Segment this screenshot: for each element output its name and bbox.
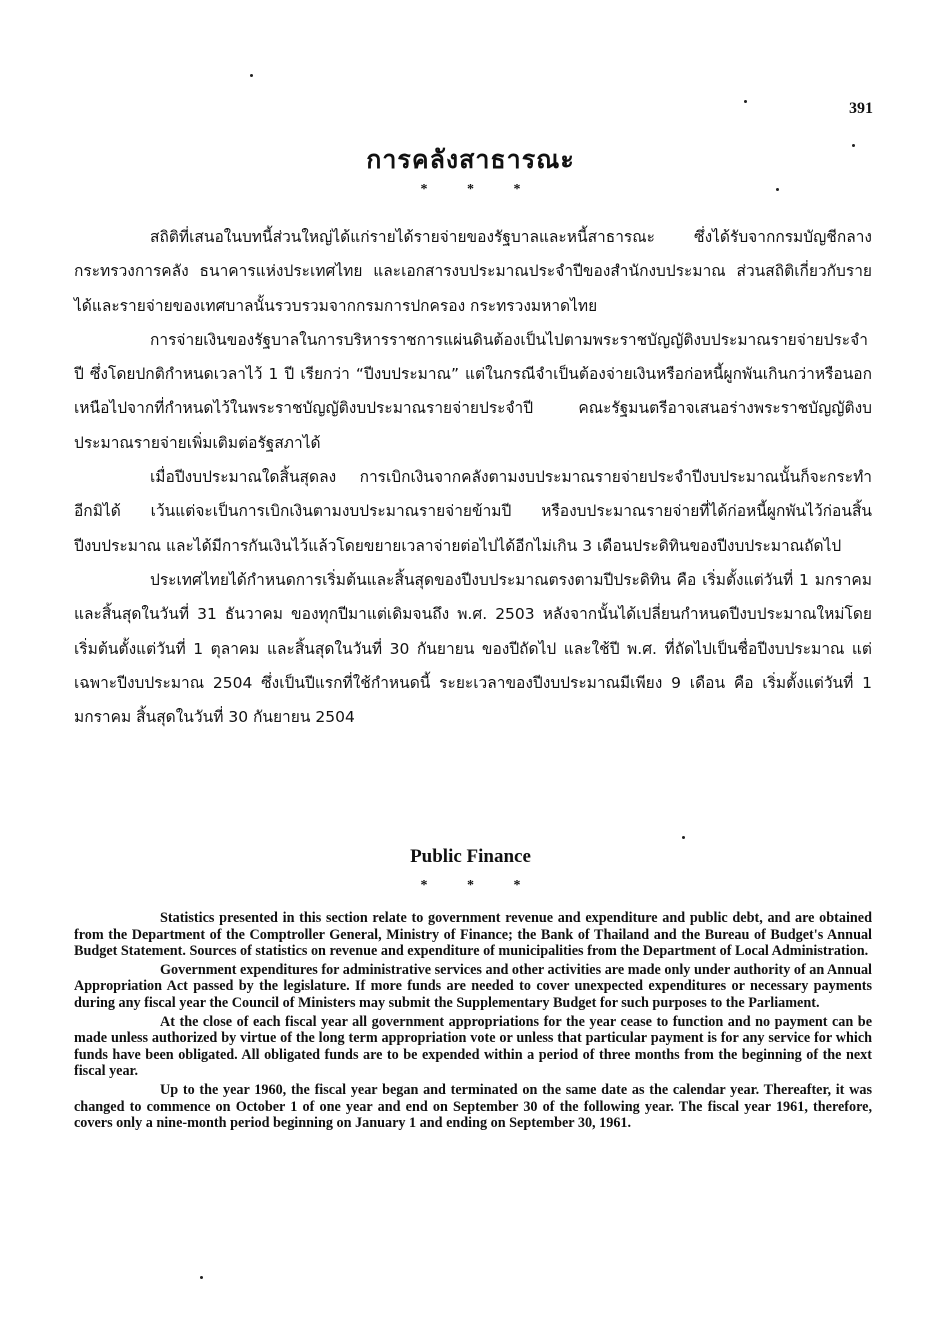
scan-speck [200, 1276, 203, 1279]
english-section-separator: * * * [420, 878, 521, 893]
page-number: 391 [849, 100, 873, 117]
thai-section-body [74, 220, 872, 734]
scan-speck [776, 188, 779, 191]
english-section-body [74, 910, 872, 1134]
english-paragraph-4: Up to the year 1960, the fiscal year began and terminated on the same date as the calendar year. Thereafter, it was changed to commence on October 1 of one year and end on September 30 of the following year. The fiscal year 1961, therefore, covers only a nine-month period beginning on January 1 and ending on September 30, 1961. [74, 1081, 872, 1132]
thai-paragraph-2: การจ่ายเงินของรัฐบาลในการบริหารราชการแผ่นดินต้องเป็นไปตามพระราชบัญญัติงบประมาณรายจ่ายประจำปี ซึ่งโดยปกติกำหนดเวลาไว้ 1 ปี เรียกว่า “ปีงบประมาณ” แต่ในกรณีจำเป็นต้องจ่ายเงินหรือก่อหนี้ผูกพันเกินกว่าหรือนอกเหนือไปจากที่กำหนดไว้ในพระราชบัญญัติงบประมาณรายจ่ายประจำปี คณะรัฐมนตรีอาจเสนอร่างพระราชบัญญัติงบประมาณรายจ่ายเพิ่มเติมต่อรัฐสภาได้ [74, 330, 872, 452]
scan-speck [852, 144, 855, 147]
thai-section-separator: * * * [420, 182, 521, 197]
english-section-title: Public Finance [410, 846, 531, 867]
thai-paragraph-3: เมื่อปีงบประมาณใดสิ้นสุดลง การเบิกเงินจากคลังตามงบประมาณรายจ่ายประจำปีงบประมาณนั้นก็จะกระทำอีกมิได้ เว้นแต่จะเป็นการเบิกเงินตามงบประมาณรายจ่ายข้ามปี หรืองบประมาณรายจ่ายที่ได้ก่อหนี้ผูกพันไว้ก่อนสิ้นปีงบประมาณ และได้มีการกันเงินไว้แล้วโดยขยายเวลาจ่ายต่อไปได้อีกไม่เกิน 3 เดือนประดิทินของปีงบประมาณถัดไป [74, 468, 872, 555]
thai-section-title: การคลังสาธารณะ [366, 145, 575, 174]
thai-paragraph-1: สถิติที่เสนอในบทนี้ส่วนใหญ่ได้แก่รายได้รายจ่ายของรัฐบาลและหนี้สาธารณะ ซึ่งได้รับจากกรมบัญชีกลาง กระทรวงการคลัง ธนาคารแห่งประเทศไทย และเอกสารงบประมาณประจำปีของสำนักงบประมาณ ส่วนสถิติเกี่ยวกับรายได้และรายจ่ายของเทศบาลนั้นรวบรวมจากกรมการปกครอง กระทรวงมหาดไทย [74, 228, 872, 315]
english-paragraph-1: Statistics presented in this section relate to government revenue and expenditure and public debt, and are obtained from the Department of the Comptroller General, Ministry of Finance; the Bank of Thailand and the Bureau of Budget's Annual Budget Statement. Sources of statistics on revenue and expenditure of municipalities from the Department of Local Administration. [74, 910, 872, 960]
scan-speck [744, 100, 747, 103]
scan-speck [682, 836, 685, 839]
thai-paragraph-4: ประเทศไทยได้กำหนดการเริ่มต้นและสิ้นสุดของปีงบประมาณตรงตามปีประดิทิน คือ เริ่มตั้งแต่วันที่ 1 มกราคม และสิ้นสุดในวันที่ 31 ธันวาคม ของทุกปีมาแต่เดิมจนถึง พ.ศ. 2503 หลังจากนั้นได้เปลี่ยนกำหนดปีงบประมาณใหม่โดยเริ่มต้นตั้งแต่วันที่ 1 ตุลาคม และสิ้นสุดในวันที่ 30 กันยายน ของปีถัดไป และใช้ปี พ.ศ. ที่ถัดไปเป็นชื่อปีงบประมาณ แต่เฉพาะปีงบประมาณ 2504 ซึ่งเป็นปีแรกที่ใช้กำหนดนี้ ระยะเวลาของปีงบประมาณมีเพียง 9 เดือน คือ เริ่มตั้งแต่วันที่ 1 มกราคม สิ้นสุดในวันที่ 30 กันยายน 2504 [74, 570, 872, 727]
english-paragraph-2: Government expenditures for administrative services and other activities are made only under authority of an Annual Appropriation Act passed by the legislature. If more funds are needed to cover unexpected expenditures or necessary payments during any fiscal year the Council of Ministers may submit the Supplementary Budget for such purposes to the Parliament. [74, 961, 872, 1011]
english-paragraph-3: At the close of each fiscal year all government appropriations for the year cease to function and no payment can be made unless authorized by virtue of the long term appropriation vote or unless that particular payment is for any service for which funds have been obligated. All obligated funds are to be expended within a period of three months from the beginning of the next fiscal year. [74, 1013, 872, 1080]
scan-speck [250, 74, 253, 77]
